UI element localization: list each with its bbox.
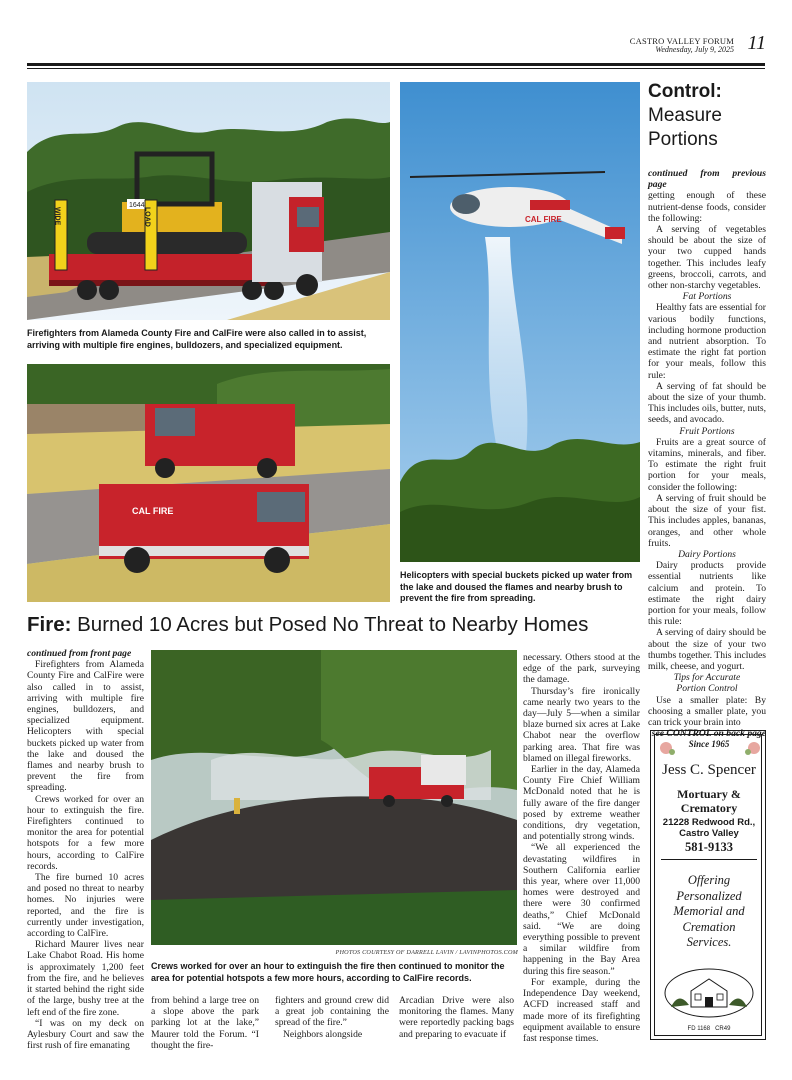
ad-offer-text xyxy=(655,873,763,951)
ad-divider xyxy=(661,859,757,860)
ad-type-line1: Mortuary & xyxy=(677,787,741,801)
ad-type-line2: Crematory xyxy=(680,801,738,815)
fire-paragraph: The fire burned 10 acres and posed no threat to nearby homes. No injuries were reported, and the fire is currently under investigation, according to CalFire. xyxy=(27,872,144,940)
control-subhead: Tips for Accurate xyxy=(673,672,741,684)
fire-paragraph: Crews worked for over an hour to extinguish the fire. Firefighters continued to monitor the area for potential hotspots for a few more hours, according to CalFire records. xyxy=(27,793,144,872)
fire-paragraph: “We all experienced the devastating wildfires in Southern California earlier this year, where over 11,000 homes were destroyed and there were 30 confirmed deaths,” Chief McDonald said. “We are doing everything possible to prevent a similar wildfire from happening in the Bay Area during this fire season.” xyxy=(523,842,640,977)
photo-credit: PHOTOS COURTESY OF DARRELL LAVIN / LAVINPHOTOS.COM xyxy=(335,949,518,956)
ad-offer-line: Offering xyxy=(687,873,731,887)
fire-article-col1 xyxy=(27,648,144,1051)
control-subhead: Fruit Portions xyxy=(679,425,735,437)
fire-headline-bold: Fire: xyxy=(27,613,72,636)
fire-article-col2 xyxy=(151,995,259,1051)
control-subhead: Portion Control xyxy=(676,683,738,695)
fire-article-col4 xyxy=(399,995,514,1040)
caption-helicopter: Helicopters with special buckets picked up water from the lake and doused the flames and nearby brush to prevent the fire from spreading. xyxy=(400,570,633,603)
control-continued: continued from previous page xyxy=(648,168,766,191)
issue-date: Wednesday, July 9, 2025 xyxy=(655,45,734,54)
control-paragraph: Healthy fats are essential for various bodily functions, including hormone production and nutrient absorption. To estimate the right fat portion for your meals, follow this rule: xyxy=(648,302,766,381)
control-paragraph: A serving of vegetables should be about the size of your two cupped hands together. This includes leafy greens, broccoli, carrots, and other non-starchy vegetables. xyxy=(648,224,766,292)
truck-sign-load: LOAD xyxy=(143,207,151,227)
control-headline-line3: Portions xyxy=(648,129,718,150)
ad-offer-line: Memorial and xyxy=(673,904,745,918)
truck-sign-wide: WIDE xyxy=(53,207,61,226)
control-headline-bold: Control: xyxy=(648,81,722,102)
fire-paragraph: fighters and ground crew did a great job containing the spread of the fire.” xyxy=(275,995,389,1029)
control-headline xyxy=(648,80,722,152)
control-paragraph: Dairy products provide essential nutrients like calcium and protein. To estimate the right dairy portion for your meals, follow this rule: xyxy=(648,560,766,628)
fire-continued: continued from front page xyxy=(27,648,132,659)
header-rule-thin xyxy=(27,68,765,69)
dozer-number: 1644 xyxy=(129,202,145,209)
header-rule xyxy=(27,63,765,66)
ad-inner-border xyxy=(654,734,762,1036)
ad-address xyxy=(655,817,763,839)
control-paragraph: getting enough of these nutrient-dense foods, consider the following: xyxy=(648,190,766,224)
control-paragraph: A serving of fat should be about the size of your thumb. This includes oils, butter, nuts, seeds, and avocado. xyxy=(648,380,766,426)
fire-paragraph: Thursday’s fire ironically came nearly two years to the day—July 5—when a similar blaze burned six acres at Lake Chabot near the overflow parking area. That fire was blamed on illegal fireworks. xyxy=(523,685,640,764)
fire-paragraph: from behind a large tree on a slope above the park parking lot at the lake,” Maurer told the Forum. “I thought the fire- xyxy=(151,995,259,1051)
ad-phone: 581-9133 xyxy=(685,840,733,854)
publication-name: CASTRO VALLEY FORUM xyxy=(629,36,734,46)
control-subhead: Fat Portions xyxy=(682,291,732,303)
photo-bulldozer-truck xyxy=(27,82,390,320)
photo-helicopter xyxy=(400,82,640,562)
control-paragraph: Fruits are a great source of vitamins, minerals, and fiber. To estimate the right fruit portion for your meals, consider the following: xyxy=(648,436,766,493)
engine-label: CAL FIRE xyxy=(132,506,174,516)
fire-article-col5 xyxy=(523,652,640,1044)
ad-address-line1: 21228 Redwood Rd., xyxy=(662,817,756,828)
fire-paragraph: “I was on my deck on Aylesbury Court and saw the first rush of fire emanating xyxy=(27,1017,144,1052)
ad-building-illustration xyxy=(663,967,755,1019)
control-jump-line: see CONTROL on back page xyxy=(651,728,766,740)
heli-label: CAL FIRE xyxy=(525,215,562,224)
ad-license: FD 1168 CR49 xyxy=(687,1026,731,1032)
caption-bulldozer: Firefighters from Alameda County Fire and CalFire were also called in to assist, arriving with multiple fire engines, bulldozers, and specialized equipment. xyxy=(27,328,367,350)
ad-name: Jess C. Spencer xyxy=(662,762,756,778)
control-article-body xyxy=(648,168,766,739)
mortuary-ad xyxy=(650,730,766,1040)
ad-offer-line: Personalized xyxy=(676,888,742,903)
fire-article-col3 xyxy=(275,995,389,1040)
fire-paragraph: Richard Maurer lives near Lake Chabot Road. His home is approximately 1,200 feet from the fire, and he believes it started behind the right side of the large, bushy tree at the left end of the fire zone. xyxy=(27,939,144,1018)
photo-fire-engines xyxy=(27,364,390,602)
fire-headline-rest: Burned 10 Acres but Posed No Threat to Nearby Homes xyxy=(71,613,589,636)
photo-burned-slope xyxy=(151,650,517,945)
ad-business-type xyxy=(655,787,763,815)
fire-paragraph: Neighbors alongside xyxy=(283,1028,363,1040)
ad-address-line2: Castro Valley xyxy=(679,828,739,839)
fire-headline xyxy=(27,613,627,637)
page-number: 11 xyxy=(747,32,766,54)
control-subhead: Dairy Portions xyxy=(678,548,736,560)
control-headline-line2: Measure xyxy=(648,105,722,126)
control-paragraph: A serving of fruit should be about the size of your fist. This includes apples, bananas, oranges, and other whole fruits. xyxy=(648,492,766,549)
control-paragraph: Use a smaller plate: By choosing a smaller plate, you can trick your brain into xyxy=(648,694,766,728)
ad-since: Since 1965 xyxy=(688,739,730,749)
control-paragraph: A serving of dairy should be about the size of your two thumbs together. This includes milk, cheese, and yogurt. xyxy=(648,627,766,672)
ad-offer-line: Services. xyxy=(686,935,732,949)
ad-offer-line: Cremation xyxy=(682,919,736,934)
fire-paragraph: necessary. Others stood at the edge of the park, surveying the damage. xyxy=(523,652,640,686)
fire-paragraph: Earlier in the day, Alameda County Fire Chief William McDonald noted that he is fully aware of the fire danger posed by extreme weather conditions, dry vegetation, and potentially strong winds. xyxy=(523,764,640,843)
fire-paragraph: Arcadian Drive were also monitoring the flames. Many were reportedly packing bags and preparing to evacuate if xyxy=(399,995,514,1040)
caption-burned-slope: Crews worked for over an hour to extinguish the fire then continued to monitor the area for potential hotspots a few more hours, according to CalFire records. xyxy=(151,961,505,983)
fire-paragraph: For example, during the Independence Day weekend, ACFD increased staff and made more of its firefighting equipment available to ensure fast response times. xyxy=(523,976,640,1044)
fire-paragraph: Firefighters from Alameda County Fire and CalFire were also called in to assist, arriving with multiple fire engines, bulldozers, and specialized equipment. Helicopters with special buckets picked up water from the lake and doused the flames and nearby brush to prevent the fire from spreading. xyxy=(27,659,144,794)
